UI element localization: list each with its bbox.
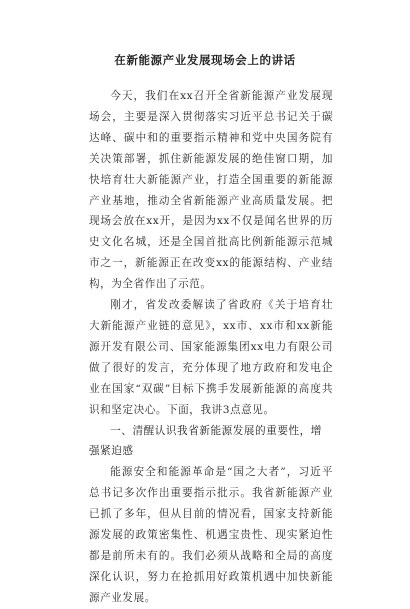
body-paragraph-intro: 刚才，省发改委解读了省政府《关于培育壮大新能源产业链的意见》，xx市、xx市和xx新能源开发有限公司、国家能源集团xx电力有限公司做了很好的发言，充分体现了地方政府和发电企业在国家“双碳”目标下携手发展新能源的高度共识和坚定决心。下面，我讲3点意见。 (89, 299, 333, 416)
section-heading: 一、清醒认识我省新能源发展的重要性，增强紧迫感 (89, 424, 322, 458)
document-title: 在新能源产业发展现场会上的讲话 (114, 53, 296, 67)
body-paragraph-opening: 今天，我们在xx召开全省新能源产业发展现场会，主要是深入贯彻落实习近平总书记关于碳达峰、碳中和的重要指示精神和党中央国务院有关决策部署，抓住新能源发展的绝佳窗口期，加快培育壮大新能源产业，打造全国重要的新能源产业基地，推动全省新能源产业高质量发展。把现场会放在xx开，是因为xx不仅是闻名世界的历史文化名城，还是全国首批高比例新能源示范城市之一，新能源正在改变xx的能源结构、产业结构，为全省作出了示范。 (89, 90, 333, 291)
document-body (89, 86, 333, 609)
section-paragraph: 能源安全和能源革命是“国之大者”，习近平总书记多次作出重要指示批示。我省新能源产业已抓了多年，但从目前的情况看，国家支持新能源发展的政策密集性、机遇宝贵性、现实紧迫性都是前所未有的。我们必须从战略和全局的高度深化认识，努力在抢抓用好政策机遇中加快新能源产业发展。 (89, 466, 333, 604)
